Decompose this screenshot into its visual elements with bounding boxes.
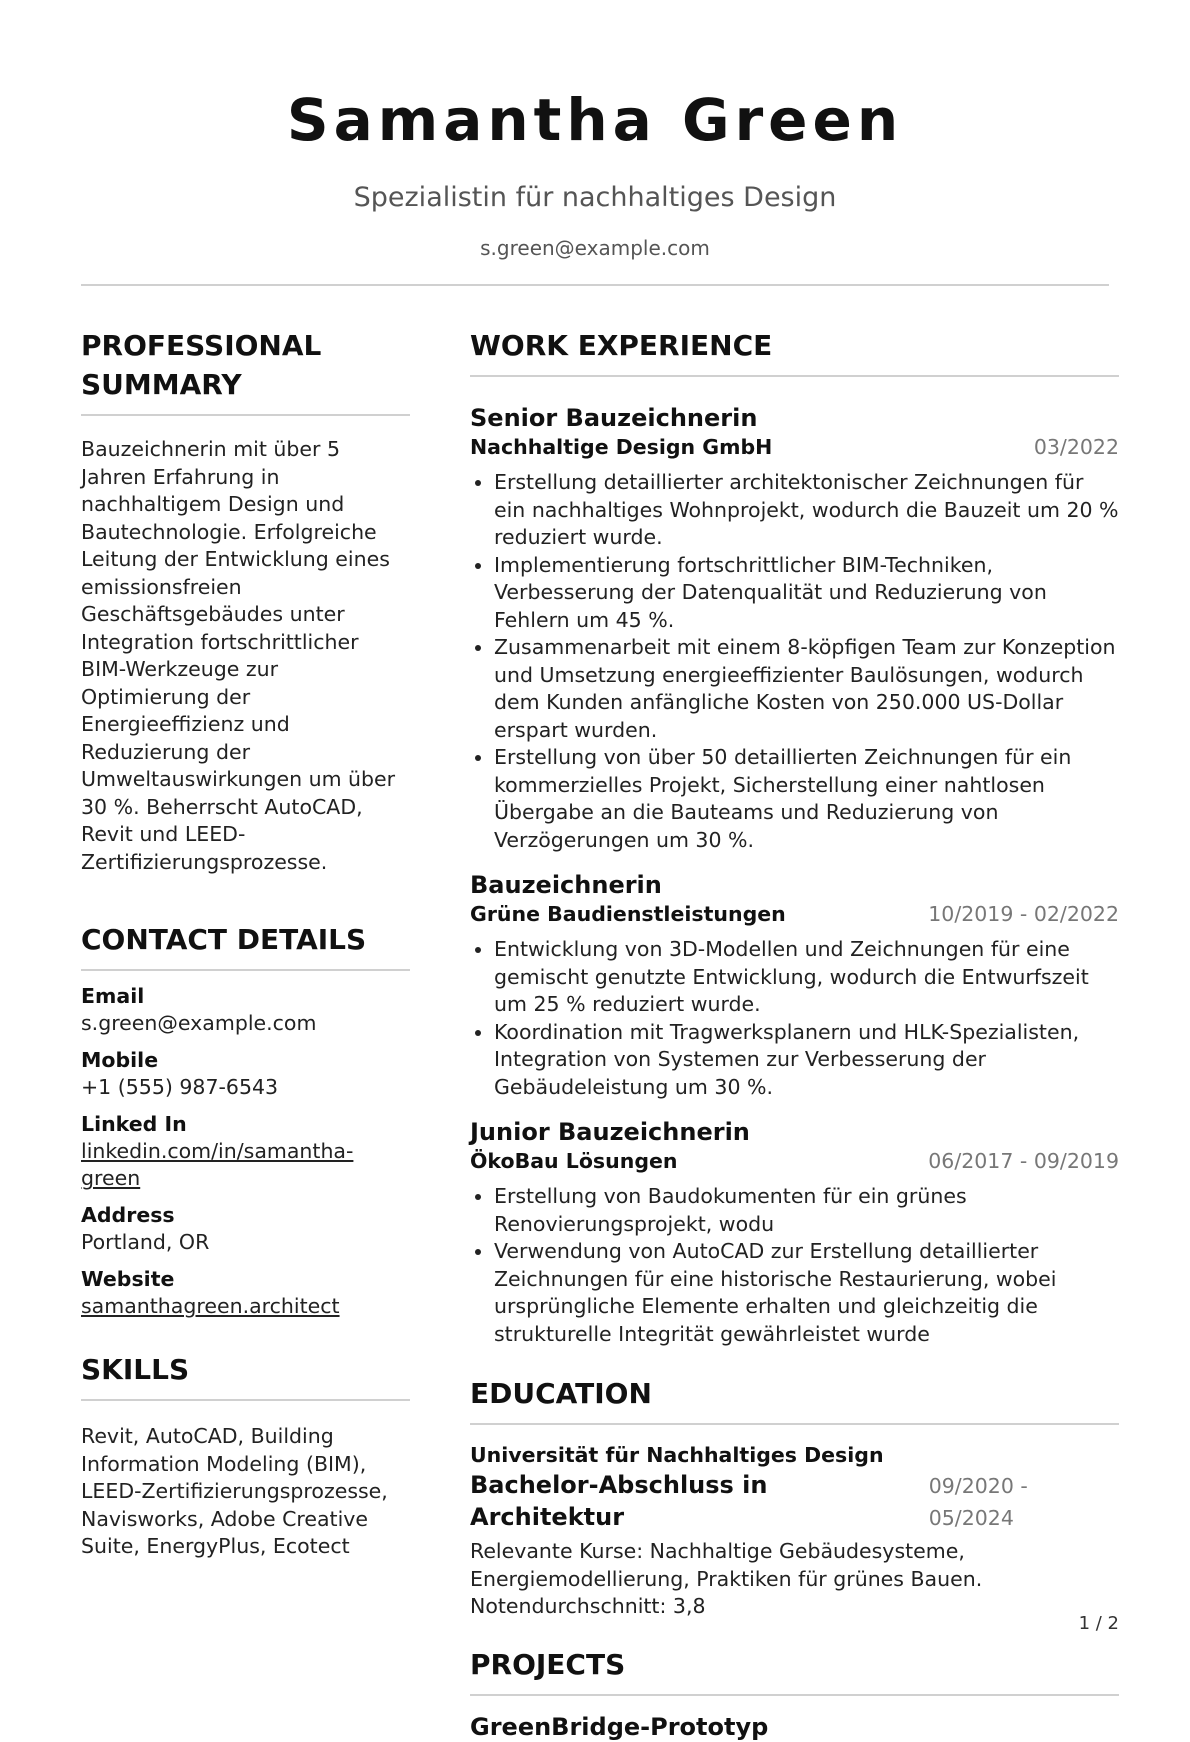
- contact-label-address: Address: [81, 1203, 175, 1227]
- education-school: Universität für Nachhaltiges Design: [470, 1443, 884, 1467]
- job-bullets: [470, 469, 1119, 854]
- job-bullet: • Implementierung fortschrittlicher BIM-Techniken, Verbesserung der Datenqualität und Reduzierung von Fehlern um 45 %.: [494, 552, 1119, 635]
- website-link[interactable]: samanthagreen.architect: [81, 1294, 340, 1318]
- contact-value-mobile: +1 (555) 987-6543: [81, 1075, 279, 1099]
- right-column: [470, 326, 1119, 1742]
- projects-title: PROJECTS: [470, 1645, 1119, 1696]
- job-meta-row: [470, 900, 1119, 928]
- candidate-name: Samantha Green: [286, 86, 904, 154]
- job-entry: [470, 870, 1119, 1101]
- job-title: Bauzeichnerin: [470, 871, 662, 899]
- job-company: Grüne Baudienstleistungen: [470, 902, 786, 926]
- work-title: WORK EXPERIENCE: [470, 326, 1119, 377]
- job-company: ÖkoBau Lösungen: [470, 1149, 678, 1173]
- job-date: 03/2022: [1033, 435, 1119, 459]
- contact-section: [81, 920, 410, 1320]
- page-number: 1 / 2: [1078, 1613, 1119, 1634]
- contact-label-website: Website: [81, 1267, 175, 1291]
- education-description: Relevante Kurse: Nachhaltige Gebäudesysteme, Energiemodellierung, Praktiken für grünes Bauen. Notendurchschnitt: 3,8: [470, 1539, 983, 1618]
- job-bullet: • Erstellung detaillierter architektonischer Zeichnungen für ein nachhaltiges Wohnprojekt, wodurch die Bauzeit um 20 % reduziert wurde.: [494, 469, 1119, 552]
- projects-section: [470, 1645, 1119, 1742]
- job-title: Junior Bauzeichnerin: [470, 1118, 750, 1146]
- job-meta-row: [470, 433, 1119, 461]
- job-entry: [470, 1117, 1119, 1348]
- job-bullet: • Erstellung von Baudokumenten für ein grünes Renovierungsprojekt, wodu: [494, 1183, 1119, 1238]
- header-divider: [81, 284, 1109, 286]
- linkedin-link[interactable]: linkedin.com/in/samantha-green: [81, 1139, 354, 1190]
- job-date: 06/2017 - 09/2019: [928, 1149, 1119, 1173]
- job-entry: [470, 403, 1119, 854]
- job-bullet: • Erstellung von über 50 detaillierten Zeichnungen für ein kommerzielles Projekt, Sicherstellung einer nahtlosen Übergabe an die Bauteams und Reduzierung von Verzögerungen um 30 %.: [494, 744, 1119, 854]
- job-date: 10/2019 - 02/2022: [928, 902, 1119, 926]
- job-bullet: • Entwicklung von 3D-Modellen und Zeichnungen für eine gemischt genutzte Entwicklung, wodurch die Entwurfszeit um 25 % reduziert wurde.: [494, 936, 1119, 1019]
- job-bullet: • Verwendung von AutoCAD zur Erstellung detaillierter Zeichnungen für eine historische Restaurierung, wobei ursprüngliche Elemente erhalten und gleichzeitig die strukturelle Integrität gewährleistet wurde: [494, 1238, 1119, 1348]
- contact-label-email: Email: [81, 984, 145, 1008]
- education-degree: Bachelor-Abschluss in Architektur: [470, 1471, 768, 1531]
- skills-text: Revit, AutoCAD, Building Information Modeling (BIM), LEED-Zertifizierungsprozesse, Navisworks, Adobe Creative Suite, EnergyPlus, Ecotect: [81, 1424, 388, 1558]
- job-meta-row: [470, 1147, 1119, 1175]
- job-bullets: [470, 936, 1119, 1101]
- contact-label-mobile: Mobile: [81, 1048, 159, 1072]
- education-date: 09/2020 - 05/2024: [928, 1474, 1028, 1530]
- contact-value-address: Portland, OR: [81, 1230, 210, 1254]
- contact-title: CONTACT DETAILS: [81, 920, 410, 971]
- job-company: Nachhaltige Design GmbH: [470, 435, 773, 459]
- resume-header: [0, 0, 1190, 260]
- contact-label-linkedin: Linked In: [81, 1112, 187, 1136]
- job-title: Senior Bauzeichnerin: [470, 404, 758, 432]
- job-subtitle: Spezialistin für nachhaltiges Design: [353, 182, 837, 213]
- skills-section: [81, 1350, 410, 1561]
- summary-section: [81, 326, 410, 876]
- project-name: GreenBridge-Prototyp: [470, 1712, 769, 1741]
- summary-title: PROFESSIONAL SUMMARY: [81, 326, 410, 416]
- job-bullets: [470, 1183, 1119, 1348]
- job-bullet: • Zusammenarbeit mit einem 8-köpfigen Team zur Konzeption und Umsetzung energieeffizienter Baulösungen, wodurch dem Kunden anfängliche Kosten von 250.000 US-Dollar erspart wurden.: [494, 634, 1119, 744]
- left-column: [81, 326, 410, 1561]
- work-section: [470, 326, 1119, 1348]
- education-title: EDUCATION: [470, 1374, 1119, 1425]
- education-section: [470, 1374, 1119, 1621]
- contact-value-email[interactable]: s.green@example.com: [81, 1011, 317, 1035]
- education-meta-row: [470, 1469, 1119, 1534]
- header-email: s.green@example.com: [480, 236, 710, 260]
- job-bullet: • Koordination mit Tragwerksplanern und HLK-Spezialisten, Integration von Systemen zur Verbesserung der Gebäudeleistung um 30 %.: [494, 1019, 1119, 1102]
- skills-title: SKILLS: [81, 1350, 410, 1401]
- summary-text: Bauzeichnerin mit über 5 Jahren Erfahrung in nachhaltigem Design und Bautechnologie. Erfolgreiche Leitung der Entwicklung eines emissionsfreien Geschäftsgebäudes unter Integration fortschrittlicher BIM-Werkzeuge zur Optimierung der Energieeffizienz und Reduzierung der Umweltauswirkungen um über 30 %. Beherrscht AutoCAD, Revit und LEED-Zertifizierungsprozesse.: [81, 437, 396, 874]
- contact-list: [81, 983, 410, 1320]
